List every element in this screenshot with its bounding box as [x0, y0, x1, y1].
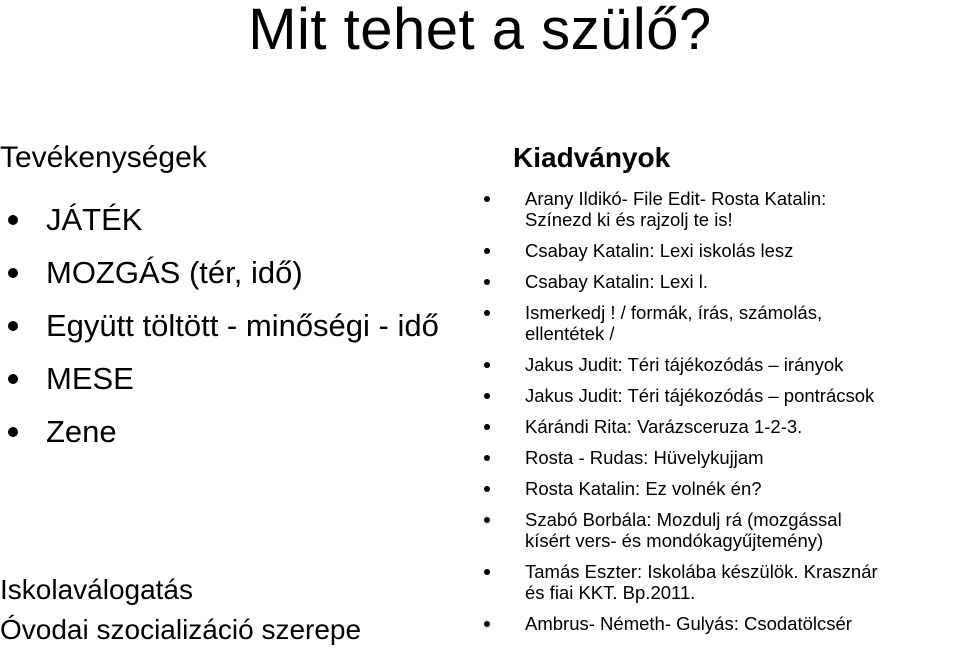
- activities-list: [0, 200, 470, 452]
- bullet-icon: [8, 215, 18, 225]
- activities-heading: Tevékenységek: [0, 141, 207, 174]
- list-item: [468, 613, 960, 634]
- list-item-label: Tamás Eszter: Iskolába készülök. Krasznár és fiai KKT. Bp.2011.: [525, 561, 878, 603]
- list-item-label: Ismerkedj ! / formák, írás, számolás, ellentétek /: [525, 302, 823, 344]
- list-item: [468, 447, 960, 468]
- list-item-label: Jakus Judit: Téri tájékozódás – irányok: [525, 354, 844, 375]
- bullet-icon: [484, 424, 490, 430]
- list-item: [468, 385, 960, 406]
- publications-list: [468, 188, 960, 634]
- list-item-label: Zene: [46, 414, 117, 449]
- bullet-icon: [8, 427, 18, 437]
- footer-line-school-selection: Iskolaválogatás: [0, 574, 194, 605]
- bullet-icon: [484, 393, 490, 399]
- list-item: [0, 359, 470, 399]
- bullet-icon: [8, 321, 18, 331]
- list-item-label: Csabay Katalin: Lexi iskolás lesz: [525, 240, 794, 261]
- bullet-icon: [484, 362, 490, 368]
- bullet-icon: [8, 268, 18, 278]
- list-item: [0, 412, 470, 452]
- list-item: [468, 271, 960, 292]
- bullet-icon: [484, 310, 490, 316]
- list-item-label: Arany Ildikó- File Edit- Rosta Katalin: Színezd ki és rajzolj te is!: [525, 188, 827, 230]
- list-item: [468, 561, 960, 603]
- list-item-label: Szabó Borbála: Mozdulj rá (mozgással kísért vers- és mondókagyűjtemény): [525, 509, 842, 551]
- publications-column: [468, 140, 960, 644]
- list-item: [0, 200, 470, 240]
- footer-line-kindergarten: Óvodai szocializáció szerepe: [0, 614, 362, 645]
- list-item: [468, 509, 960, 551]
- list-item-label: Csabay Katalin: Lexi l.: [525, 271, 709, 292]
- bullet-icon: [484, 455, 490, 461]
- list-item-label: Együtt töltött - minőségi - idő: [46, 308, 439, 343]
- activities-footer: [0, 570, 470, 650]
- list-item: [0, 306, 470, 346]
- list-item: [468, 416, 960, 437]
- list-item: [468, 188, 960, 230]
- bullet-icon: [484, 248, 490, 254]
- list-item: [0, 253, 470, 293]
- bullet-icon: [484, 517, 490, 523]
- bullet-icon: [484, 279, 490, 285]
- list-item-label: Rosta Katalin: Ez volnék én?: [525, 478, 762, 499]
- bullet-icon: [484, 621, 490, 627]
- list-item: [468, 302, 960, 344]
- list-item-label: MESE: [46, 361, 134, 396]
- list-item: [468, 478, 960, 499]
- bullet-icon: [484, 196, 490, 202]
- list-item-label: Ambrus- Németh- Gulyás: Csodatölcsér: [525, 613, 852, 634]
- list-item-label: Jakus Judit: Téri tájékozódás – pontrácsok: [525, 385, 875, 406]
- bullet-icon: [484, 569, 490, 575]
- bullet-icon: [484, 486, 490, 492]
- publications-heading: Kiadványok: [513, 142, 671, 173]
- list-item-label: Kárándi Rita: Varázsceruza 1-2-3.: [525, 416, 803, 437]
- list-item-label: JÁTÉK: [46, 202, 143, 237]
- list-item-label: MOZGÁS (tér, idő): [46, 255, 303, 290]
- bullet-icon: [8, 374, 18, 384]
- list-item-label: Rosta - Rudas: Hüvelykujjam: [525, 447, 764, 468]
- list-item: [468, 240, 960, 261]
- list-item: [468, 354, 960, 375]
- slide-title: Mit tehet a szülő?: [248, 0, 712, 62]
- activities-column: [0, 140, 470, 465]
